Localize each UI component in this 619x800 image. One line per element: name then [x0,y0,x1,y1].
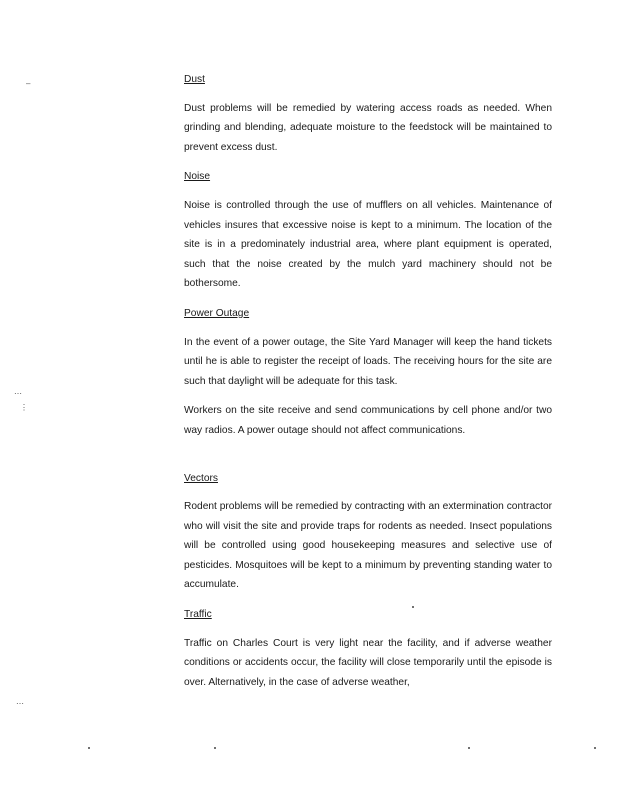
paragraph: Rodent problems will be remedied by contracting with an extermination contractor who will visit the site and provide traps for rodents as needed. Insect populations will be controlled using good housekeeping measures and selective use of pesticides. Mosquitoes will be kept to a minimum by preventing standing water to accumulate. [184,501,552,591]
scan-mark-hole-punch: ⋯ [16,699,24,708]
scan-mark-hole-punch: ⋮ [20,403,28,412]
paragraph: In the event of a power outage, the Site Yard Manager will keep the hand tickets until he is able to register the receipt of loads. The receiving hours for the site are such that daylight will be adequate for this task. [184,336,552,387]
section-heading: Vectors [184,472,218,484]
scan-mark-hole-punch: ⋯ [14,389,22,398]
section-heading: Dust [184,74,205,85]
paragraph: Traffic on Charles Court is very light near the facility, and if adverse weather conditions or accidents occur, the facility will close temporarily until the episode is over. Alternatively, in the case of adverse weather, [184,637,552,688]
section-power-outage [184,304,552,441]
section-vectors [184,469,552,596]
paragraph: Workers on the site receive and send communications by cell phone and/or two way radios. A power outage should not affect communications. [184,405,552,436]
section-heading: Noise [184,171,211,183]
section-traffic [184,605,552,692]
scan-speck [214,747,216,749]
section-dust [184,70,552,157]
spacer [184,451,552,469]
paragraph: Noise is controlled through the use of mufflers on all vehicles. Maintenance of vehicles insures that excessive noise is kept to a minimum. The location of the site is in a predominately industrial area, where plant equipment is operated, such that the noise created by the mulch yard machinery should not be bothersome. [184,199,552,290]
section-heading: Power Outage [184,307,250,319]
scan-speck [468,747,470,749]
scan-mark-dash: – [26,79,31,88]
scan-speck [88,747,90,749]
section-heading: Traffic [184,609,212,621]
scan-speck [594,747,596,749]
paragraph: Dust problems will be remedied by watering access roads as needed. When grinding and blending, adequate moisture to the feedstock will be maintained to prevent excess dust. [184,102,552,153]
section-noise [184,167,552,294]
document-body [184,70,552,702]
